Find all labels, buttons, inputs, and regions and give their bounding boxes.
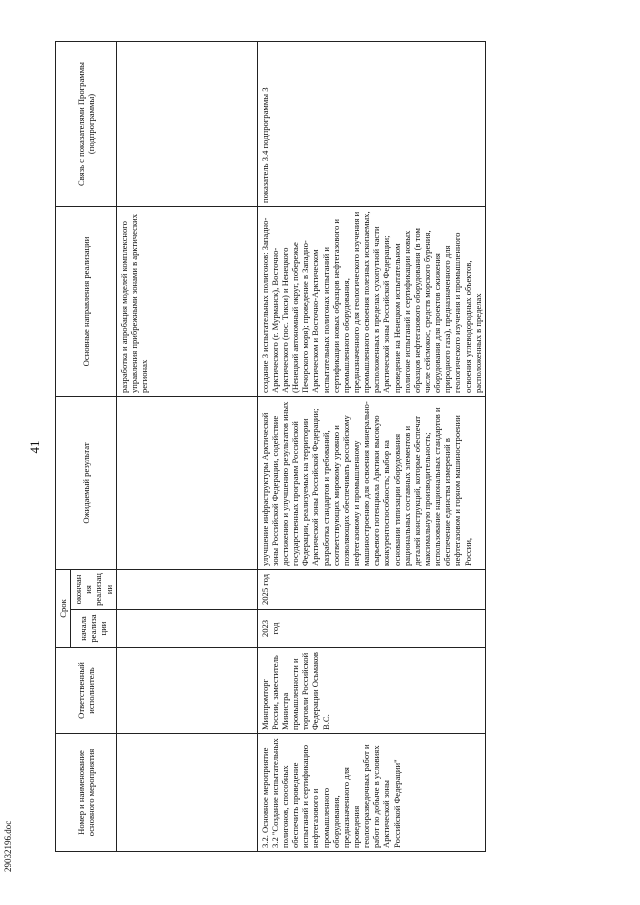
cell-directions: создание 3 испытательных полигонов: Западно-Арктического (г. Мурманск), Восточно-Арктического (пос. Тикси) и Ненецкого (Ненецкий автономный округ, побережье Печорского моря); проведение в Западно-Арктическом и Восточно-Арктическом испытательных полигонах испытаний и сертификации новых образцов нефтегазового и промышленного оборудования, предназначенного для геологического изучения и промышленного освоения полезных ископаемых, расположенных в пределах сухопутной части Арктической зоны Российской Федерации; проведение на Ненецком испытательном полигоне испытаний и сертификации новых образцов нефтегазового оборудования (в том числе сейсмокос, средств морского бурения, оборудования для проектов сжижения природного газа), предназначенного для геологического изучения и промышленного освоения углеводородных объектов, расположенных в пределах [257,206,485,396]
rotated-table-block [3,42,620,872]
program-table [55,41,486,852]
cont-cell-responsible [116,648,257,734]
cell-result: улучшение инфраструктуры Арктической зоны Российской Федерации, содействие достижению и улучшению результатов иных государственных программ Российской Федерации, реализуемых на территории Арктической зоны Российской Федерации; разработка стандартов и требований, соответствующих мировому уровню и позволяющих обеспечивать российскому нефтегазовому и промышленному машиностроению для освоения минерально-сырьевого потенциала Арктики высокую конкурентоспособность; выбор на основании типизации оборудования рациональных составных элементов и деталей конструкций, которые обеспечат максимальную производительность; использование национальных стандартов и обеспечение единства измерений в нефтегазовом и горном машиностроении России, [257,396,485,569]
cell-end: 2025 год [257,569,485,609]
continued-row [116,41,257,851]
cell-responsible: Минпромторг России, заместитель Министра промышленности и торговли Российской Федерации Осьмаков В.С. [257,648,485,734]
cont-cell-start [116,610,257,648]
header-term: Срок [56,569,71,647]
header-directions: Основные направления реализации [56,206,117,396]
cont-cell-directions: разработка и апробация моделей комплексного управления прибрежными зонами в арктических регионах [116,206,257,396]
row-number: 3.2. [259,835,270,848]
header-responsible: Ответственный исполнитель [56,648,117,734]
header-row [56,41,71,851]
cell-link: показатель 3.4 подпрограммы 3 [257,41,485,206]
page-number: 41 [27,440,42,454]
cont-cell-result [116,396,257,569]
cont-cell-num [116,734,257,852]
header-link: Связь с показателями Программы (подпрограммы) [56,41,117,206]
header-num-name: Номер и наименование основного мероприятия [56,734,117,852]
file-signature: 29032196.doc [3,820,13,872]
header-start: начала реализации [71,610,117,648]
table-row [257,41,485,851]
header-result: Ожидаемый результат [56,396,117,569]
row-name: Основное мероприятие 3.2 "Создание испытательных полигонов, способных обеспечить проведение испытаний и сертификацию нефтегазового и промышленного оборудования, предназначенного для проведения геологоразведочных работ и работ по добыче в условиях Арктической зоны Российской Федерации" [259,738,402,848]
cell-num-name [257,734,485,852]
cell-start: 2023 год [257,610,485,648]
cont-cell-end [116,569,257,609]
cont-cell-link [116,41,257,206]
header-end: окончания реализации [71,569,117,609]
